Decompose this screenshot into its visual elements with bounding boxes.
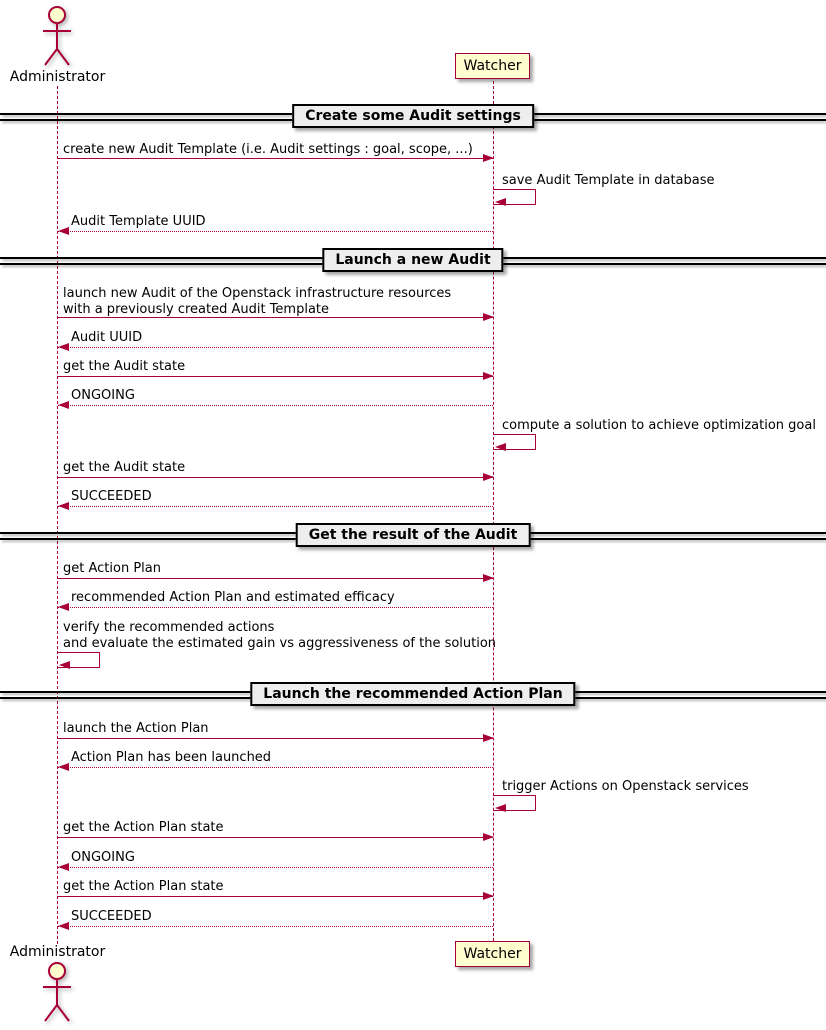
message-label: ONGOING <box>71 850 135 865</box>
self-message-label: save Audit Template in database <box>502 173 715 188</box>
message-label: get the Action Plan state <box>63 879 224 894</box>
arrowhead-left-icon <box>58 603 69 611</box>
message-arrow <box>58 837 493 838</box>
return-arrow <box>58 867 493 868</box>
message-arrow <box>58 896 493 897</box>
message-line-1: verify the recommended actions <box>63 620 275 635</box>
divider-create-audit-settings: Create some Audit settings <box>292 104 534 128</box>
arrowhead-left-icon <box>495 443 506 451</box>
arrowhead-right-icon <box>483 473 494 481</box>
arrowhead-left-icon <box>495 198 506 206</box>
message-arrow <box>58 158 493 159</box>
message-label: get Action Plan <box>63 561 161 576</box>
participant-watcher-bottom: Watcher <box>455 941 530 967</box>
message-label: launch the Action Plan <box>63 721 209 736</box>
arrowhead-right-icon <box>483 734 494 742</box>
return-arrow <box>58 926 493 927</box>
divider-launch-new-audit: Launch a new Audit <box>322 248 503 272</box>
message-arrow <box>58 578 493 579</box>
self-message-label <box>63 620 496 651</box>
message-arrow <box>58 477 493 478</box>
arrowhead-left-icon <box>58 401 69 409</box>
arrowhead-left-icon <box>58 763 69 771</box>
message-line-2: and evaluate the estimated gain vs aggressiveness of the solution <box>63 635 497 651</box>
self-message-label: compute a solution to achieve optimization goal <box>502 418 816 433</box>
message-label: get the Action Plan state <box>63 820 224 835</box>
message-label: get the Audit state <box>63 359 186 374</box>
return-arrow <box>58 231 493 232</box>
arrowhead-left-icon <box>59 661 70 669</box>
arrowhead-right-icon <box>483 372 494 380</box>
arrowhead-right-icon <box>483 154 494 162</box>
arrowhead-right-icon <box>483 833 494 841</box>
message-label: create new Audit Template (i.e. Audit settings : goal, scope, ...) <box>63 142 473 157</box>
arrowhead-left-icon <box>495 804 506 812</box>
arrowhead-left-icon <box>58 343 69 351</box>
arrowhead-right-icon <box>483 892 494 900</box>
message-line-2: with a previously created Audit Template <box>63 301 330 317</box>
message-label: Audit Template UUID <box>71 214 206 229</box>
arrowhead-left-icon <box>58 863 69 871</box>
divider-get-audit-result: Get the result of the Audit <box>296 523 531 547</box>
return-arrow <box>58 767 493 768</box>
return-arrow <box>58 405 493 406</box>
message-label <box>63 286 451 317</box>
message-line-1: launch new Audit of the Openstack infrastructure resources <box>63 286 452 301</box>
message-arrow <box>58 738 493 739</box>
lifeline-administrator <box>57 86 58 944</box>
message-label: Action Plan has been launched <box>71 750 272 765</box>
message-label: ONGOING <box>71 388 135 403</box>
self-message-label: trigger Actions on Openstack services <box>502 779 749 794</box>
return-arrow <box>58 607 493 608</box>
lifeline-watcher <box>493 81 494 941</box>
divider-launch-action-plan: Launch the recommended Action Plan <box>250 682 575 706</box>
arrowhead-left-icon <box>58 227 69 235</box>
message-label: SUCCEEDED <box>71 489 152 504</box>
arrowhead-left-icon <box>58 502 69 510</box>
message-label: get the Audit state <box>63 460 186 475</box>
return-arrow <box>58 506 493 507</box>
message-label: recommended Action Plan and estimated efficacy <box>71 590 395 605</box>
message-label: SUCCEEDED <box>71 909 152 924</box>
message-label: Audit UUID <box>71 330 143 345</box>
administrator-label-top: Administrator <box>9 69 106 85</box>
message-arrow <box>58 376 493 377</box>
message-arrow <box>58 317 493 318</box>
administrator-actor-icon <box>26 3 88 67</box>
administrator-actor-icon <box>26 959 88 1023</box>
return-arrow <box>58 347 493 348</box>
administrator-label-bottom: Administrator <box>9 944 106 960</box>
arrowhead-left-icon <box>58 922 69 930</box>
arrowhead-right-icon <box>483 313 494 321</box>
arrowhead-right-icon <box>483 574 494 582</box>
participant-watcher-top: Watcher <box>455 53 530 79</box>
